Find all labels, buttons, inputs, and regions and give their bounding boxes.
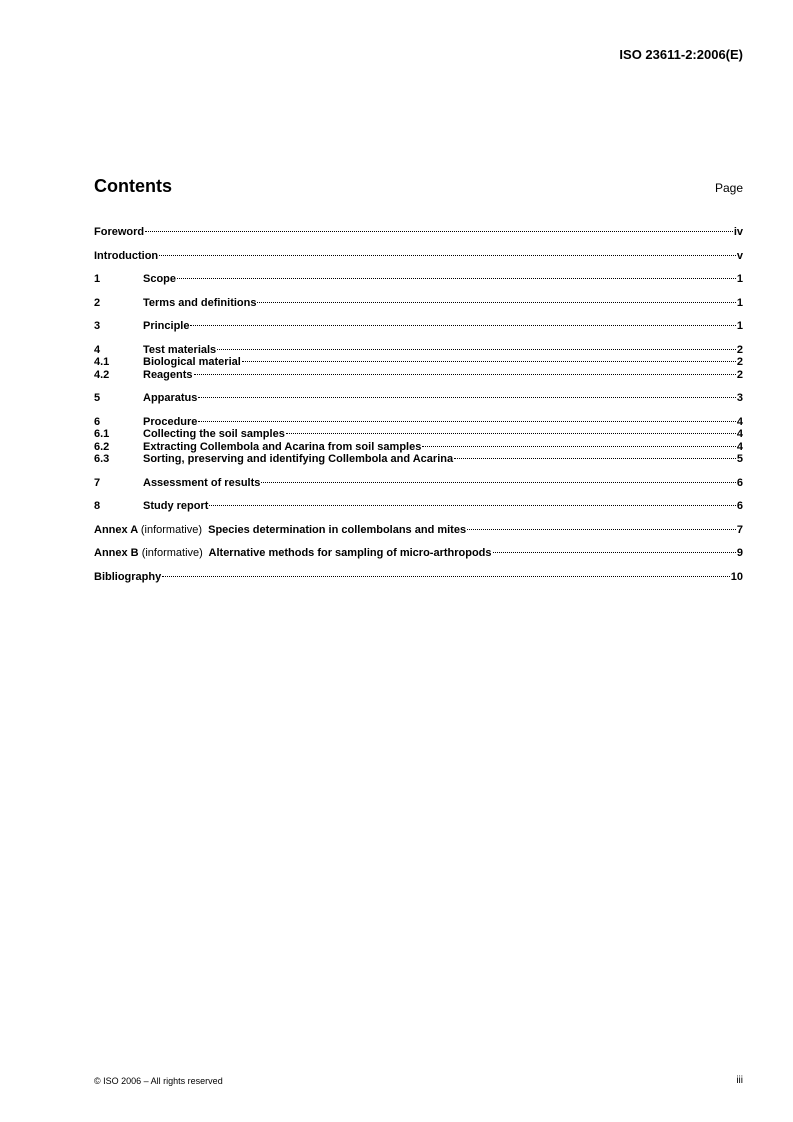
dot-leader (194, 374, 736, 375)
dot-leader (145, 231, 733, 232)
toc-entry-page: 1 (736, 273, 743, 285)
toc-bibliography[interactable] (94, 571, 743, 584)
toc-entry-title: Study report (143, 500, 209, 512)
toc-entry[interactable] (94, 273, 743, 286)
toc-entry-title: Sorting, preserving and identifying Collembola and Acarina (143, 453, 454, 465)
toc-entry-page: 5 (736, 453, 743, 465)
toc-entry-title: Introduction (94, 249, 159, 262)
toc-entry-number: 6.1 (94, 428, 110, 440)
annex-title: Alternative methods for sampling of micro-arthropods (208, 547, 492, 559)
toc-entry[interactable] (94, 356, 743, 369)
annex-label: Annex B (94, 547, 139, 559)
dot-leader (209, 505, 735, 506)
annex-type: (informative) (141, 547, 203, 559)
dot-leader (162, 576, 730, 577)
page-number: iii (736, 1075, 743, 1086)
toc-entry-number: 4.2 (94, 368, 110, 381)
toc-entry[interactable] (94, 344, 743, 357)
toc-entry-number: 3 (94, 320, 101, 332)
toc-entry-number: 1 (94, 273, 101, 285)
toc-entry-page: 6 (736, 476, 743, 489)
toc-entry[interactable] (94, 320, 743, 333)
toc-annex-page: 9 (736, 547, 743, 559)
dot-leader (198, 397, 735, 398)
toc-annex-title-group (94, 547, 492, 560)
toc-entry-page: 2 (736, 368, 743, 381)
toc-entry-page: 4 (736, 440, 743, 453)
toc-entry-title: Procedure (143, 415, 198, 428)
toc-entry-page: 1 (736, 320, 743, 332)
toc-entry[interactable] (94, 453, 743, 466)
toc-entry-page: v (736, 249, 743, 262)
contents-title: Contents (94, 176, 172, 196)
annex-label: Annex A (94, 523, 138, 536)
toc-entry[interactable] (94, 392, 743, 405)
dot-leader (177, 278, 736, 279)
dot-leader (493, 552, 736, 553)
toc-entry-title: Biological material (143, 356, 241, 368)
annex-type: (informative) (140, 523, 202, 536)
toc-entry-page: 4 (736, 415, 743, 428)
dot-leader (190, 325, 735, 326)
dot-leader (286, 433, 736, 434)
toc-entry-page: iv (733, 226, 743, 238)
toc-annex-title-group (94, 524, 466, 537)
dot-leader (454, 458, 736, 459)
toc-entry-title: Scope (143, 273, 177, 285)
toc-entry-title: Terms and definitions (143, 296, 257, 309)
toc-entry[interactable] (94, 477, 743, 490)
copyright-notice: © ISO 2006 – All rights reserved (94, 1076, 223, 1086)
toc-annex-page: 7 (736, 523, 743, 536)
document-id: ISO 23611-2:2006(E) (619, 47, 743, 62)
toc-entry[interactable] (94, 416, 743, 429)
toc-entry-title: Extracting Collembola and Acarina from soil samples (143, 440, 422, 453)
toc-annex-entry[interactable] (94, 547, 743, 560)
dot-leader (257, 302, 735, 303)
page-column-label: Page (714, 181, 743, 195)
toc-entry-page: 1 (736, 296, 743, 309)
toc-entry-number: 2 (94, 296, 101, 309)
toc-annex-entry[interactable] (94, 524, 743, 537)
toc-entry-title: Assessment of results (143, 476, 261, 489)
bibliography-page: 10 (730, 570, 743, 583)
toc-entry-title: Test materials (143, 343, 217, 356)
toc-entry-page: 2 (736, 356, 743, 368)
dot-leader (217, 349, 736, 350)
toc-entry-title: Apparatus (143, 392, 198, 404)
toc-entry[interactable] (94, 500, 743, 513)
toc-entry-title: Reagents (143, 368, 193, 381)
toc-entry-number: 6.2 (94, 440, 110, 453)
toc-entry-number: 6 (94, 415, 101, 428)
toc-entry-number: 7 (94, 476, 101, 489)
dot-leader (467, 529, 736, 530)
dot-leader (261, 482, 735, 483)
dot-leader (242, 361, 736, 362)
dot-leader (159, 255, 736, 256)
toc-entry-number: 8 (94, 500, 101, 512)
toc-entry-number: 4.1 (94, 356, 110, 368)
toc-entry[interactable] (94, 369, 743, 382)
toc-entry-number: 5 (94, 392, 101, 404)
annex-title: Species determination in collembolans and mites (208, 523, 467, 536)
toc-entry-title: Collecting the soil samples (143, 428, 285, 440)
toc-entry-page: 3 (736, 392, 743, 404)
toc-entry-number: 6.3 (94, 453, 110, 465)
toc-entry-page: 2 (736, 343, 743, 356)
toc-entry-title: Principle (143, 320, 190, 332)
toc-entry[interactable] (94, 441, 743, 454)
toc-entry-page: 4 (736, 428, 743, 440)
toc-entry[interactable] (94, 250, 743, 263)
toc-entry[interactable] (94, 226, 743, 239)
table-of-contents (94, 226, 743, 583)
toc-entry-title: Foreword (94, 226, 145, 238)
toc-entry[interactable] (94, 428, 743, 441)
toc-entry-number: 4 (94, 343, 101, 356)
dot-leader (198, 421, 735, 422)
bibliography-title: Bibliography (94, 570, 162, 583)
toc-entry-page: 6 (736, 500, 743, 512)
toc-entry[interactable] (94, 297, 743, 310)
dot-leader (422, 446, 736, 447)
